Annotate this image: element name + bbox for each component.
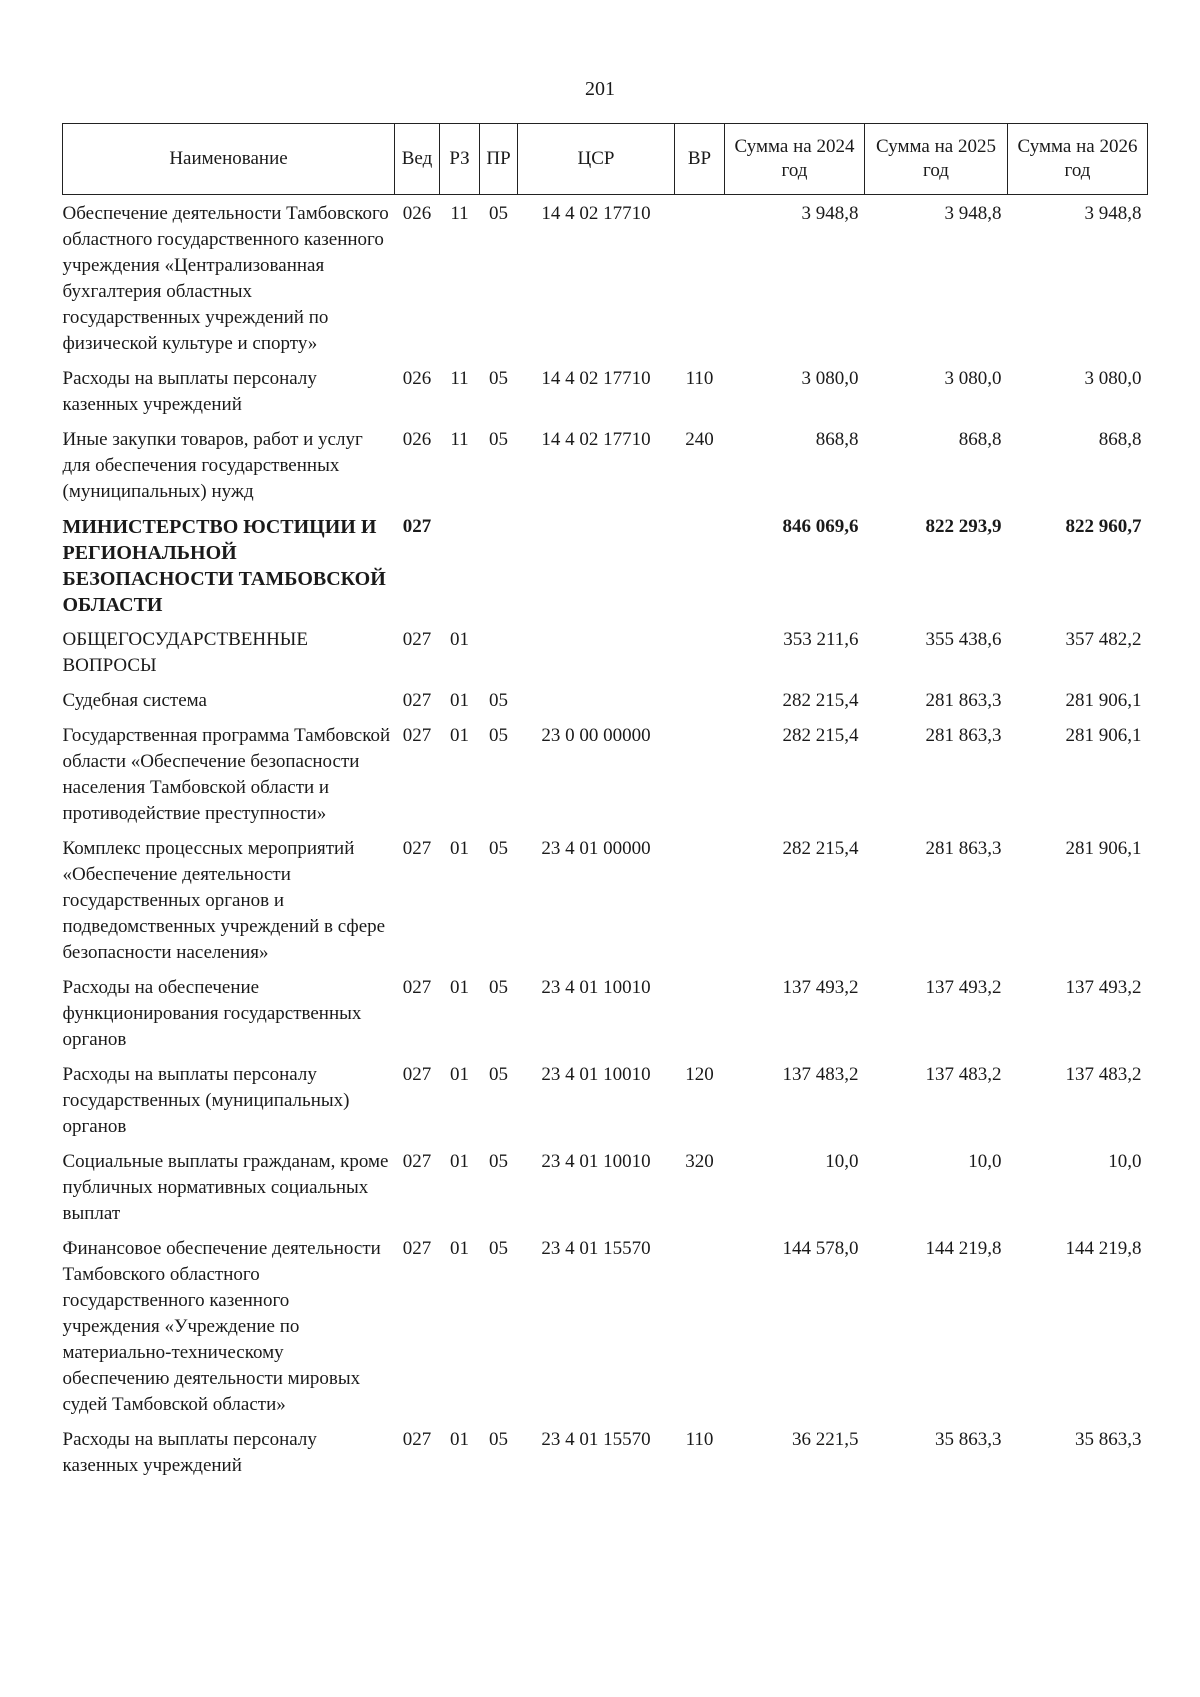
row-vr [675, 621, 725, 682]
table-row [63, 1056, 1148, 1143]
row-pr: 05 [489, 838, 508, 859]
row-rz: 01 [450, 1429, 469, 1450]
row-vr: 240 [685, 429, 714, 450]
row-vr: 110 [685, 1429, 714, 1450]
row-sum-2024: 282 215,4 [782, 725, 859, 746]
row-sum-2025: 822 293,9 [925, 516, 1002, 537]
row-sum-2024: 868,8 [815, 429, 859, 450]
row-rz: 11 [450, 203, 469, 224]
row-name: Расходы на выплаты персоналу государственных (муниципальных) органов [62, 1064, 350, 1137]
row-rz: 01 [450, 1151, 469, 1172]
header-sum-2026: Сумма на 2026 год [1008, 124, 1148, 195]
table-row-ministry [63, 508, 1148, 621]
row-ved: 026 [402, 203, 432, 224]
row-name: Расходы на выплаты персоналу казенных учреждений [62, 1429, 317, 1476]
row-sum-2026: 137 493,2 [1065, 977, 1142, 998]
row-rz [440, 508, 480, 621]
row-csr: 14 4 02 17710 [541, 429, 651, 450]
row-rz: 11 [450, 429, 469, 450]
row-csr: 23 4 01 00000 [541, 838, 651, 859]
row-ved: 027 [402, 690, 432, 711]
table-row [63, 621, 1148, 682]
row-sum-2025: 10,0 [968, 1151, 1002, 1172]
header-ved: Вед [395, 124, 440, 195]
row-csr: 23 0 00 00000 [541, 725, 651, 746]
row-pr [480, 621, 518, 682]
row-name: Судебная система [62, 690, 207, 711]
row-vr [675, 508, 725, 621]
row-sum-2026: 144 219,8 [1065, 1238, 1142, 1259]
row-ved: 027 [402, 516, 432, 537]
header-vr: ВР [675, 124, 725, 195]
row-sum-2024: 282 215,4 [782, 838, 859, 859]
row-sum-2025: 137 493,2 [925, 977, 1002, 998]
row-rz: 01 [450, 977, 469, 998]
row-sum-2025: 3 948,8 [944, 203, 1002, 224]
row-name: Обеспечение деятельности Тамбовского областного государственного казенного учреждения «Централизованная бухгалтерия областных государственных учреждений по физической культуре и спорту» [62, 203, 389, 354]
row-sum-2024: 846 069,6 [782, 516, 859, 537]
header-pr: ПР [480, 124, 518, 195]
row-pr: 05 [489, 203, 508, 224]
row-sum-2024: 3 080,0 [801, 368, 859, 389]
row-sum-2024: 144 578,0 [782, 1238, 859, 1259]
row-sum-2025: 355 438,6 [925, 629, 1002, 650]
row-sum-2026: 3 948,8 [1084, 203, 1142, 224]
row-vr [675, 682, 725, 717]
row-rz: 11 [450, 368, 469, 389]
table-body [63, 195, 1148, 1483]
row-ved: 026 [402, 368, 432, 389]
row-rz: 01 [450, 838, 469, 859]
row-name: Финансовое обеспечение деятельности Тамбовского областного государственного казенного учреждения «Учреждение по материально-техническому обеспечению деятельности мировых судей Тамбовской области» [62, 1238, 381, 1415]
row-rz: 01 [450, 1064, 469, 1085]
budget-table [62, 123, 1148, 1482]
row-csr: 14 4 02 17710 [541, 368, 651, 389]
row-csr [518, 682, 675, 717]
table-row [63, 717, 1148, 830]
table-row [63, 1421, 1148, 1482]
row-vr [675, 969, 725, 1056]
table-row [63, 682, 1148, 717]
row-sum-2026: 868,8 [1098, 429, 1142, 450]
row-sum-2024: 282 215,4 [782, 690, 859, 711]
row-ved: 027 [402, 1151, 432, 1172]
row-ved: 027 [402, 977, 432, 998]
row-sum-2026: 10,0 [1108, 1151, 1142, 1172]
page-number: 201 [585, 78, 615, 100]
row-ved: 027 [402, 1238, 432, 1259]
row-csr [518, 508, 675, 621]
row-rz: 01 [450, 725, 469, 746]
row-pr: 05 [489, 1429, 508, 1450]
table-row [63, 195, 1148, 361]
row-sum-2024: 10,0 [825, 1151, 859, 1172]
table-row [63, 969, 1148, 1056]
row-pr: 05 [489, 690, 508, 711]
row-sum-2025: 144 219,8 [925, 1238, 1002, 1259]
row-sum-2026: 3 080,0 [1084, 368, 1142, 389]
row-rz: 01 [450, 629, 469, 650]
header-csr: ЦСР [518, 124, 675, 195]
row-csr [518, 621, 675, 682]
row-name: Государственная программа Тамбовской области «Обеспечение безопасности населения Тамбовской области и противодействие преступности» [62, 725, 391, 824]
row-sum-2026: 281 906,1 [1065, 838, 1142, 859]
table-header-row [63, 124, 1148, 195]
row-name: ОБЩЕГОСУДАРСТВЕННЫЕ ВОПРОСЫ [62, 629, 308, 676]
row-vr: 120 [685, 1064, 714, 1085]
row-pr [480, 508, 518, 621]
row-ved: 027 [402, 725, 432, 746]
row-vr [675, 717, 725, 830]
row-name: Социальные выплаты гражданам, кроме публичных нормативных социальных выплат [62, 1151, 389, 1224]
row-name: МИНИСТЕРСТВО ЮСТИЦИИ И РЕГИОНАЛЬНОЙ БЕЗОПАСНОСТИ ТАМБОВСКОЙ ОБЛАСТИ [62, 516, 386, 616]
row-csr: 23 4 01 15570 [541, 1429, 651, 1450]
header-sum-2024: Сумма на 2024 год [725, 124, 865, 195]
row-sum-2026: 357 482,2 [1065, 629, 1142, 650]
row-name: Расходы на обеспечение функционирования государственных органов [62, 977, 362, 1050]
row-csr: 23 4 01 15570 [541, 1238, 651, 1259]
row-pr: 05 [489, 1151, 508, 1172]
row-sum-2025: 281 863,3 [925, 690, 1002, 711]
row-sum-2024: 3 948,8 [801, 203, 859, 224]
row-name: Расходы на выплаты персоналу казенных учреждений [62, 368, 317, 415]
row-pr: 05 [489, 725, 508, 746]
row-sum-2025: 281 863,3 [925, 838, 1002, 859]
row-sum-2025: 35 863,3 [935, 1429, 1002, 1450]
table-row [63, 1230, 1148, 1421]
table-row [63, 830, 1148, 969]
row-name: Комплекс процессных мероприятий «Обеспечение деятельности государственных органов и подведомственных учреждений в сфере безопасности населения» [62, 838, 386, 963]
row-csr: 23 4 01 10010 [541, 1151, 651, 1172]
row-vr: 320 [685, 1151, 714, 1172]
header-sum-2025: Сумма на 2025 год [865, 124, 1008, 195]
row-ved: 027 [402, 629, 432, 650]
row-vr [675, 830, 725, 969]
row-ved: 027 [402, 1429, 432, 1450]
table-row [63, 360, 1148, 421]
row-rz: 01 [450, 690, 469, 711]
table-row [63, 421, 1148, 508]
row-sum-2026: 281 906,1 [1065, 725, 1142, 746]
row-sum-2026: 137 483,2 [1065, 1064, 1142, 1085]
row-sum-2026: 281 906,1 [1065, 690, 1142, 711]
table-row [63, 1143, 1148, 1230]
row-pr: 05 [489, 1064, 508, 1085]
row-vr [675, 1230, 725, 1421]
row-sum-2024: 353 211,6 [783, 629, 859, 650]
row-pr: 05 [489, 1238, 508, 1259]
header-name: Наименование [63, 124, 395, 195]
row-pr: 05 [489, 977, 508, 998]
row-csr: 14 4 02 17710 [541, 203, 651, 224]
row-sum-2025: 137 483,2 [925, 1064, 1002, 1085]
row-ved: 027 [402, 1064, 432, 1085]
row-vr [675, 195, 725, 361]
row-vr: 110 [685, 368, 714, 389]
row-csr: 23 4 01 10010 [541, 977, 651, 998]
row-sum-2024: 137 483,2 [782, 1064, 859, 1085]
row-ved: 027 [402, 838, 432, 859]
row-ved: 026 [402, 429, 432, 450]
row-rz: 01 [450, 1238, 469, 1259]
row-csr: 23 4 01 10010 [541, 1064, 651, 1085]
row-pr: 05 [489, 368, 508, 389]
header-rz: РЗ [440, 124, 480, 195]
row-pr: 05 [489, 429, 508, 450]
row-sum-2025: 3 080,0 [944, 368, 1002, 389]
row-sum-2025: 281 863,3 [925, 725, 1002, 746]
row-sum-2024: 137 493,2 [782, 977, 859, 998]
row-sum-2025: 868,8 [958, 429, 1002, 450]
row-sum-2026: 35 863,3 [1075, 1429, 1142, 1450]
row-sum-2024: 36 221,5 [792, 1429, 859, 1450]
row-sum-2026: 822 960,7 [1065, 516, 1142, 537]
row-name: Иные закупки товаров, работ и услуг для обеспечения государственных (муниципальных) нужд [62, 429, 363, 502]
